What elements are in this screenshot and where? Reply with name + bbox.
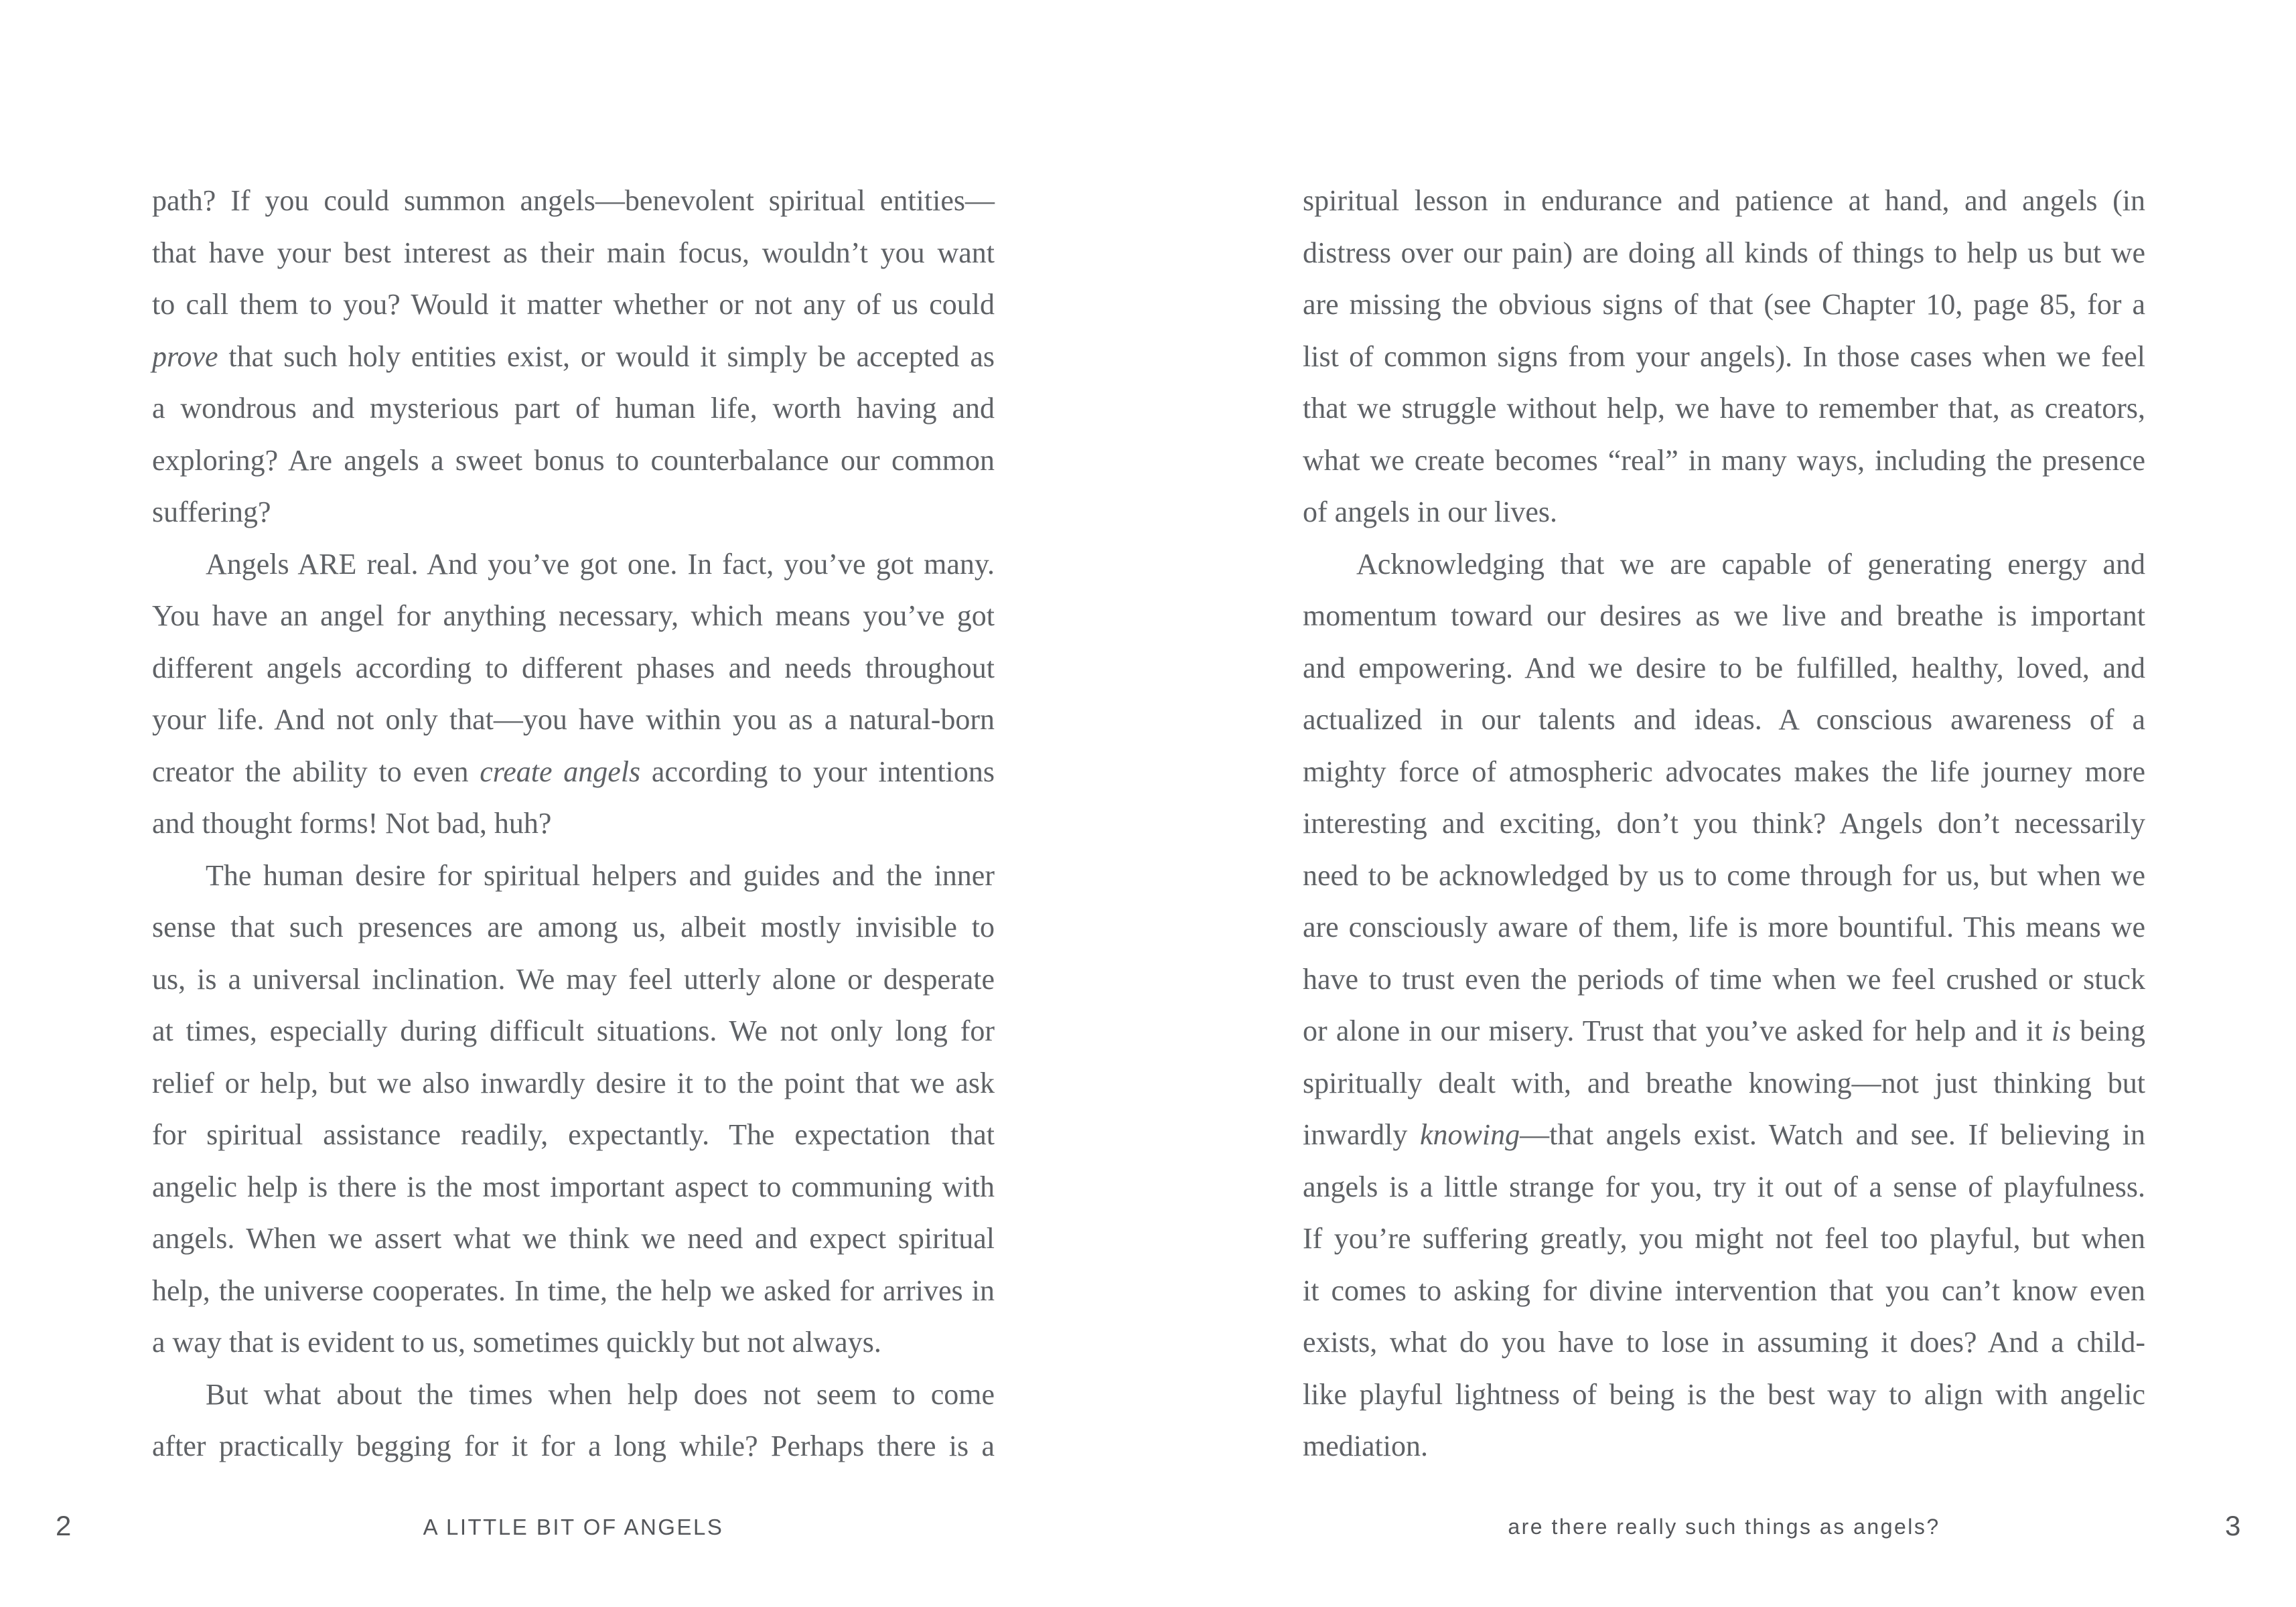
text-segment: being xyxy=(2071,1014,2145,1047)
text-segment: need to be acknowledged by us to come through for us, but when we xyxy=(1303,858,2145,892)
text-line xyxy=(1303,1005,2145,1057)
text-line xyxy=(1303,746,2145,798)
text-segment: like playful lightness of being is the best way to align with angelic xyxy=(1303,1377,2145,1411)
text-segment: creator the ability to even xyxy=(152,755,480,788)
text-segment: Angels ARE real. And you’ve got one. In fact, you’ve got many. xyxy=(206,547,995,581)
text-line xyxy=(1303,435,2145,487)
text-line xyxy=(1303,642,2145,694)
text-segment: distress over our pain) are doing all kinds of things to help us but we xyxy=(1303,236,2145,269)
text-segment: have to trust even the periods of time when we feel crushed or stuck xyxy=(1303,962,2145,996)
text-line xyxy=(1303,279,2145,331)
text-line xyxy=(1303,1420,2145,1472)
right-page-text-block xyxy=(1303,175,2145,1472)
text-line xyxy=(1303,1213,2145,1265)
text-segment: suffering? xyxy=(152,495,271,528)
text-line xyxy=(1303,797,2145,850)
text-segment: and thought forms! Not bad, huh? xyxy=(152,807,552,840)
text-segment: Acknowledging that we are capable of generating energy and xyxy=(1356,547,2145,581)
text-segment: for spiritual assistance readily, expectantly. The expectation that xyxy=(152,1118,995,1151)
text-segment: If you’re suffering greatly, you might not feel too playful, but when xyxy=(1303,1222,2145,1255)
text-segment: after practically begging for it for a long while? Perhaps there is a xyxy=(152,1430,995,1462)
text-segment: mighty force of atmospheric advocates makes the life journey more xyxy=(1303,755,2145,788)
text-segment: angelic help is there is the most important aspect to communing with xyxy=(152,1170,995,1203)
text-segment: a wondrous and mysterious part of human life, worth having and xyxy=(152,392,995,425)
text-line xyxy=(1303,850,2145,902)
text-segment: sense that such presences are among us, albeit mostly invisible to xyxy=(152,911,995,943)
italic-text-segment: create angels xyxy=(480,755,641,788)
text-segment: mediation. xyxy=(1303,1430,1428,1462)
text-segment: exploring? Are angels a sweet bonus to counterbalance our common xyxy=(152,443,995,477)
text-segment: interesting and exciting, don’t you think? Angels don’t necessarily xyxy=(1303,807,2145,840)
text-segment: momentum toward our desires as we live and breathe is important xyxy=(1303,599,2145,632)
text-segment: are missing the obvious signs of that (see Chapter 10, page 85, for a xyxy=(1303,288,2145,321)
text-segment: us, is a universal inclination. We may feel utterly alone or desperate xyxy=(152,962,995,996)
text-line xyxy=(1303,227,2145,279)
text-line xyxy=(1303,694,2145,746)
text-segment: to call them to you? Would it matter whether or not any of us could xyxy=(152,288,995,321)
text-segment: actualized in our talents and ideas. A conscious awareness of a xyxy=(1303,703,2145,736)
text-segment: at times, especially during difficult situations. We not only long for xyxy=(152,1014,995,1047)
text-line xyxy=(1303,1316,2145,1369)
text-segment: exists, what do you have to lose in assuming it does? And a child- xyxy=(1303,1326,2145,1359)
running-footer-left: A LITTLE BIT OF ANGELS xyxy=(423,1515,724,1539)
text-line xyxy=(1303,1161,2145,1213)
text-segment: what we create becomes “real” in many ways, including the presence xyxy=(1303,443,2145,477)
running-footer-right: are there really such things as angels? xyxy=(1508,1515,1940,1539)
text-line xyxy=(1303,953,2145,1006)
text-line xyxy=(1303,1265,2145,1317)
text-segment: relief or help, but we also inwardly desire it to the point that we ask xyxy=(152,1066,995,1099)
text-segment: your life. And not only that—you have within you as a natural-born xyxy=(152,703,995,736)
text-line xyxy=(1303,486,2145,538)
text-line xyxy=(1303,538,2145,591)
text-segment: according to your intentions xyxy=(640,755,995,788)
text-line xyxy=(1303,331,2145,383)
text-segment: angels. When we assert what we think we need and expect spiritual xyxy=(152,1222,995,1255)
text-segment: that such holy entities exist, or would it simply be accepted as xyxy=(218,339,995,373)
text-line xyxy=(1303,175,2145,227)
text-segment: it comes to asking for divine intervention that you can’t know even xyxy=(1303,1274,2145,1307)
text-line xyxy=(1303,1057,2145,1109)
text-segment: angels is a little strange for you, try it out of a sense of playfulness. xyxy=(1303,1170,2145,1203)
text-line xyxy=(1303,590,2145,642)
page-number-right: 3 xyxy=(2225,1510,2241,1541)
italic-text-segment: knowing xyxy=(1420,1118,1520,1151)
text-segment: path? If you could summon angels—benevolent spiritual entities— xyxy=(152,184,995,217)
text-segment: help, the universe cooperates. In time, the help we asked for arrives in xyxy=(152,1274,995,1307)
text-segment: But what about the times when help does not seem to come xyxy=(206,1377,995,1411)
text-segment: different angels according to different phases and needs throughout xyxy=(152,651,995,684)
text-segment: that we struggle without help, we have to remember that, as creators, xyxy=(1303,392,2145,425)
text-segment: and empowering. And we desire to be fulfilled, healthy, loved, and xyxy=(1303,651,2145,684)
text-segment: inwardly xyxy=(1303,1118,1421,1151)
text-line xyxy=(1303,382,2145,435)
text-segment: —that angels exist. Watch and see. If believing in xyxy=(1520,1118,2146,1151)
text-segment: a way that is evident to us, sometimes quickly but not always. xyxy=(152,1326,881,1359)
text-line xyxy=(1303,901,2145,953)
text-segment: are consciously aware of them, life is more bountiful. This means we xyxy=(1303,911,2145,943)
text-segment: You have an angel for anything necessary, which means you’ve got xyxy=(152,599,995,632)
page-number-left: 2 xyxy=(56,1510,72,1541)
text-segment: spiritually dealt with, and breathe knowing—not just thinking but xyxy=(1303,1066,2145,1099)
italic-text-segment: is xyxy=(2051,1014,2072,1047)
text-segment: The human desire for spiritual helpers and guides and the inner xyxy=(206,858,995,892)
italic-text-segment: prove xyxy=(152,339,218,373)
text-line xyxy=(1303,1369,2145,1421)
text-segment: list of common signs from your angels). In those cases when we feel xyxy=(1303,339,2145,373)
text-segment: that have your best interest as their main focus, wouldn’t you want xyxy=(152,236,995,269)
text-line xyxy=(1303,1109,2145,1161)
text-segment: of angels in our lives. xyxy=(1303,495,1558,528)
text-segment: or alone in our misery. Trust that you’ve asked for help and it xyxy=(1303,1014,2052,1047)
text-segment: spiritual lesson in endurance and patience at hand, and angels (in xyxy=(1303,184,2145,217)
